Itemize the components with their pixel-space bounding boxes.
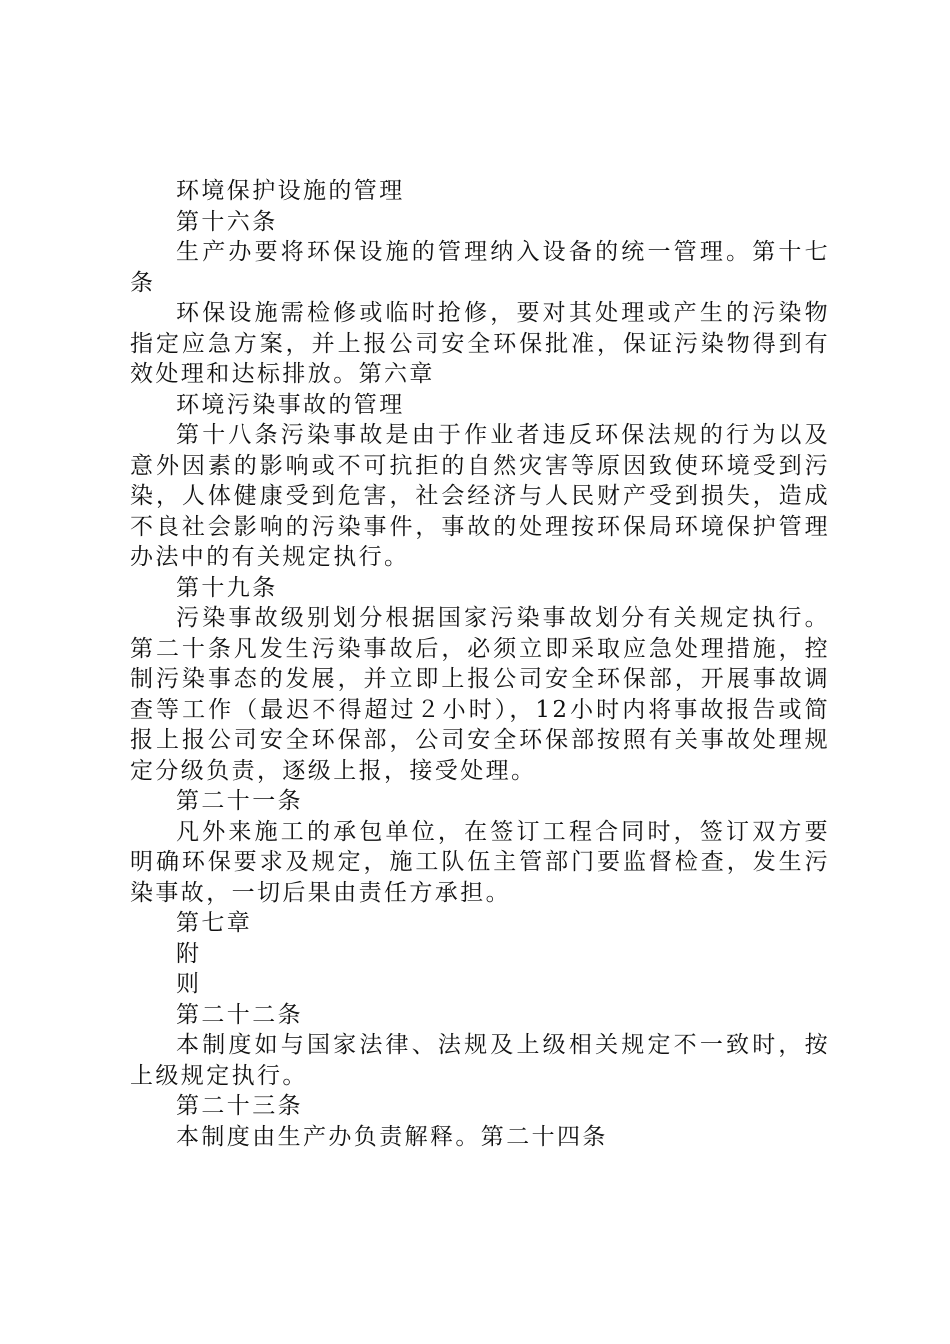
chapter-7-heading: 第七章 xyxy=(176,910,253,936)
article-23-heading: 第二十三条 xyxy=(176,1093,303,1119)
article-22-text: 本制度如与国家法律、法规及上级相关规定不一致时，按上级规定执行。 xyxy=(130,1032,830,1089)
chapter-7-title-part1: 附 xyxy=(176,940,202,967)
document-body xyxy=(130,176,830,1152)
article-22-heading: 第二十二条 xyxy=(176,1001,303,1028)
section-heading-env-facilities: 环境保护设施的管理 xyxy=(176,178,405,204)
article-19-heading: 第十九条 xyxy=(176,574,278,601)
article-21-heading: 第二十一条 xyxy=(176,788,303,814)
article-21-text: 凡外来施工的承包单位，在签订工程合同时，签订双方要明确环保要求及规定，施工队伍主管部门要监督检查，发生污染事故，一切后果由责任方承担。 xyxy=(130,818,830,906)
article-23-text: 本制度由生产办负责解释。第二十四条 xyxy=(176,1123,608,1150)
article-19-20-text: 污染事故级别划分根据国家污染事故划分有关规定执行。第二十条凡发生污染事故后，必须立即采取应急处理措施，控制污染事态的发展，并立即上报公司安全环保部，开展事故调查等工作（最迟不得超过２小时），12小时内将事故报告或简报上报公司安全环保部，公司安全环保部按照有关事故处理规定分级负责，逐级上报，接受处理。 xyxy=(130,605,830,784)
section-heading-pollution-accidents: 环境污染事故的管理 xyxy=(176,391,405,418)
article-18-text: 第十八条污染事故是由于作业者违反环保法规的行为以及意外因素的影响或不可抗拒的自然灾害等原因致使环境受到污染，人体健康受到危害，社会经济与人民财产受到损失，造成不良社会影响的污染事件，事故的处理按环保局环境保护管理办法中的有关规定执行。 xyxy=(130,422,830,570)
chapter-7-title-part2: 则 xyxy=(176,971,202,997)
article-16-text: 生产办要将环保设施的管理纳入设备的统一管理。第十七条 xyxy=(130,239,830,296)
article-17-text: 环保设施需检修或临时抢修，要对其处理或产生的污染物指定应急方案，并上报公司安全环保批准，保证污染物得到有效处理和达标排放。第六章 xyxy=(130,300,830,387)
article-16-heading: 第十六条 xyxy=(176,208,278,235)
